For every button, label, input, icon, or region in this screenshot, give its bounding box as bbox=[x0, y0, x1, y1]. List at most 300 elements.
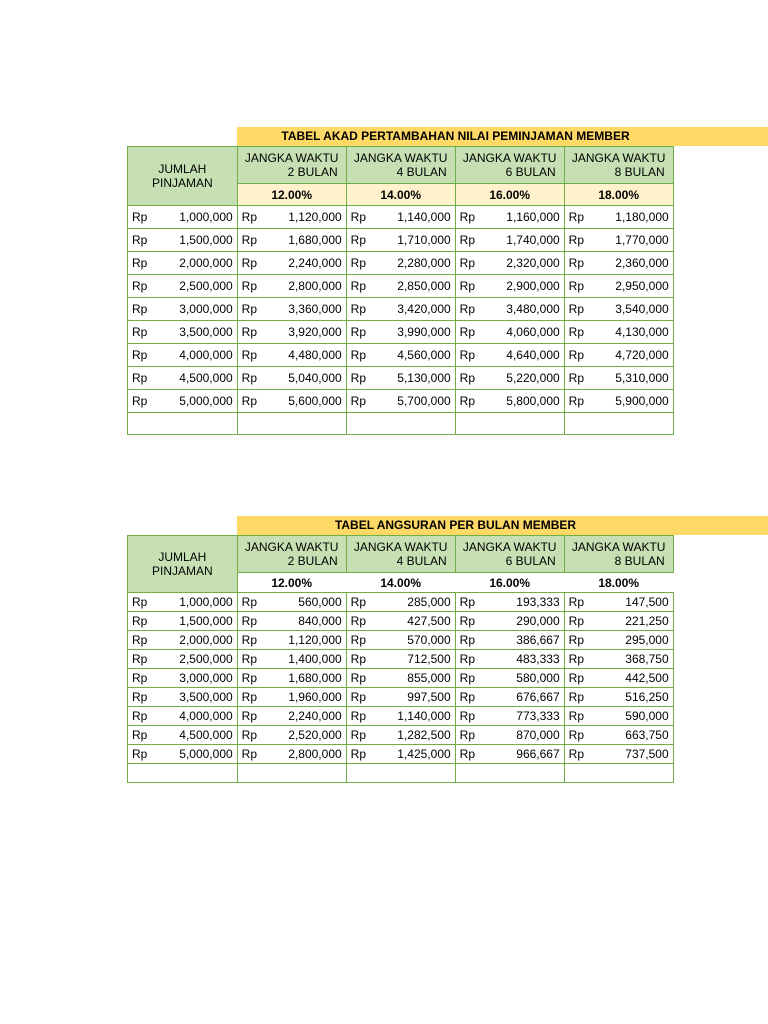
value-cell bbox=[564, 707, 673, 726]
loan-amount-cell bbox=[128, 650, 238, 669]
empty-cell bbox=[455, 413, 564, 435]
currency-label: Rp bbox=[568, 595, 585, 609]
amount-value: 4,500,000 bbox=[179, 371, 233, 385]
term-label-top: JANGKA WAKTU bbox=[244, 151, 339, 165]
amount-value: 5,220,000 bbox=[506, 371, 560, 385]
amount-value: 737,500 bbox=[625, 747, 669, 761]
value-cell bbox=[455, 726, 564, 745]
table-row bbox=[128, 344, 674, 367]
amount-value: 5,900,000 bbox=[615, 394, 669, 408]
term-label-bottom: 8 BULAN bbox=[614, 554, 665, 568]
value-cell bbox=[237, 275, 346, 298]
value-cell bbox=[455, 650, 564, 669]
value-cell bbox=[346, 745, 455, 764]
value-cell bbox=[455, 707, 564, 726]
table-row bbox=[128, 367, 674, 390]
term-label-bottom: 2 BULAN bbox=[287, 165, 338, 179]
currency-label: Rp bbox=[241, 302, 258, 316]
currency-label: Rp bbox=[459, 671, 476, 685]
value-cell bbox=[346, 229, 455, 252]
value-cell bbox=[237, 593, 346, 612]
currency-label: Rp bbox=[568, 690, 585, 704]
currency-label: Rp bbox=[241, 325, 258, 339]
header-row bbox=[128, 536, 674, 573]
currency-label: Rp bbox=[350, 325, 367, 339]
value-cell bbox=[346, 631, 455, 650]
amount-value: 3,000,000 bbox=[179, 302, 233, 316]
value-cell bbox=[455, 631, 564, 650]
value-cell bbox=[564, 669, 673, 688]
currency-label: Rp bbox=[241, 614, 258, 628]
amount-value: 1,140,000 bbox=[397, 709, 451, 723]
term-label-bottom: 4 BULAN bbox=[396, 165, 447, 179]
amount-value: 1,120,000 bbox=[288, 633, 342, 647]
value-cell bbox=[564, 298, 673, 321]
amount-value: 427,500 bbox=[407, 614, 451, 628]
amount-value: 3,920,000 bbox=[288, 325, 342, 339]
term-label-top: JANGKA WAKTU bbox=[462, 540, 557, 554]
amount-value: 840,000 bbox=[298, 614, 342, 628]
amount-value: 5,040,000 bbox=[288, 371, 342, 385]
rate-cell: 18.00% bbox=[564, 573, 673, 593]
value-cell bbox=[346, 298, 455, 321]
amount-value: 4,060,000 bbox=[506, 325, 560, 339]
value-cell bbox=[346, 688, 455, 707]
amount-value: 590,000 bbox=[625, 709, 669, 723]
amount-value: 712,500 bbox=[407, 652, 451, 666]
amount-value: 2,800,000 bbox=[288, 747, 342, 761]
currency-label: Rp bbox=[241, 728, 258, 742]
term-label-bottom: 6 BULAN bbox=[505, 554, 556, 568]
currency-label: Rp bbox=[568, 633, 585, 647]
table-row bbox=[128, 321, 674, 344]
value-cell bbox=[346, 252, 455, 275]
loan-amount-cell bbox=[128, 344, 238, 367]
currency-label: Rp bbox=[132, 633, 148, 647]
amount-value: 5,800,000 bbox=[506, 394, 560, 408]
currency-label: Rp bbox=[132, 671, 148, 685]
term-header bbox=[346, 536, 455, 573]
value-cell bbox=[564, 612, 673, 631]
amount-value: 2,900,000 bbox=[506, 279, 560, 293]
rate-cell: 18.00% bbox=[564, 184, 673, 206]
currency-label: Rp bbox=[350, 394, 367, 408]
currency-label: Rp bbox=[241, 652, 258, 666]
value-cell bbox=[237, 707, 346, 726]
loan-amount-cell bbox=[128, 252, 238, 275]
rate-cell: 14.00% bbox=[346, 573, 455, 593]
value-cell bbox=[346, 650, 455, 669]
value-cell bbox=[237, 688, 346, 707]
amount-value: 1,425,000 bbox=[397, 747, 451, 761]
value-cell bbox=[455, 688, 564, 707]
currency-label: Rp bbox=[241, 671, 258, 685]
value-cell bbox=[455, 229, 564, 252]
amount-value: 1,680,000 bbox=[288, 671, 342, 685]
currency-label: Rp bbox=[350, 709, 367, 723]
currency-label: Rp bbox=[132, 210, 148, 224]
rate-cell: 14.00% bbox=[346, 184, 455, 206]
currency-label: Rp bbox=[568, 747, 585, 761]
currency-label: Rp bbox=[350, 371, 367, 385]
value-cell bbox=[564, 321, 673, 344]
term-label-top: JANGKA WAKTU bbox=[244, 540, 339, 554]
amount-value: 3,500,000 bbox=[179, 325, 233, 339]
value-cell bbox=[237, 726, 346, 745]
currency-label: Rp bbox=[132, 394, 148, 408]
value-cell bbox=[564, 252, 673, 275]
empty-cell bbox=[237, 413, 346, 435]
table-row bbox=[128, 252, 674, 275]
currency-label: Rp bbox=[568, 728, 585, 742]
loan-amount-cell bbox=[128, 612, 238, 631]
amount-value: 1,710,000 bbox=[397, 233, 451, 247]
table-title: TABEL ANGSURAN PER BULAN MEMBER bbox=[334, 518, 577, 532]
value-cell bbox=[455, 390, 564, 413]
term-label-bottom: 6 BULAN bbox=[505, 165, 556, 179]
currency-label: Rp bbox=[350, 595, 367, 609]
value-cell bbox=[455, 367, 564, 390]
currency-label: Rp bbox=[241, 348, 258, 362]
currency-label: Rp bbox=[459, 633, 476, 647]
currency-label: Rp bbox=[459, 614, 476, 628]
amount-value: 1,000,000 bbox=[179, 595, 233, 609]
currency-label: Rp bbox=[241, 633, 258, 647]
value-cell bbox=[237, 229, 346, 252]
data-table bbox=[127, 535, 674, 783]
term-label-top: JANGKA WAKTU bbox=[353, 151, 448, 165]
value-cell bbox=[455, 252, 564, 275]
amount-value: 870,000 bbox=[516, 728, 560, 742]
currency-label: Rp bbox=[568, 210, 585, 224]
amount-value: 855,000 bbox=[407, 671, 451, 685]
table-title-band bbox=[237, 127, 768, 146]
table-row bbox=[128, 612, 674, 631]
table-row bbox=[128, 726, 674, 745]
jumlah-pinjaman-header: JUMLAH PINJAMAN bbox=[128, 536, 238, 593]
table-row bbox=[128, 593, 674, 612]
amount-value: 290,000 bbox=[516, 614, 560, 628]
term-header bbox=[237, 147, 346, 184]
term-label-bottom: 8 BULAN bbox=[614, 165, 665, 179]
value-cell bbox=[346, 275, 455, 298]
value-cell bbox=[346, 367, 455, 390]
rate-cell: 12.00% bbox=[237, 573, 346, 593]
amount-value: 1,770,000 bbox=[615, 233, 669, 247]
term-label-top: JANGKA WAKTU bbox=[462, 151, 557, 165]
amount-value: 1,680,000 bbox=[288, 233, 342, 247]
amount-value: 285,000 bbox=[407, 595, 451, 609]
term-header bbox=[237, 536, 346, 573]
amount-value: 1,140,000 bbox=[397, 210, 451, 224]
amount-value: 4,500,000 bbox=[179, 728, 233, 742]
currency-label: Rp bbox=[568, 302, 585, 316]
currency-label: Rp bbox=[241, 256, 258, 270]
value-cell bbox=[455, 612, 564, 631]
amount-value: 3,500,000 bbox=[179, 690, 233, 704]
amount-value: 4,000,000 bbox=[179, 709, 233, 723]
amount-value: 2,360,000 bbox=[615, 256, 669, 270]
amount-value: 516,250 bbox=[625, 690, 669, 704]
amount-value: 4,130,000 bbox=[615, 325, 669, 339]
empty-cell bbox=[564, 764, 673, 783]
loan-amount-cell bbox=[128, 631, 238, 650]
currency-label: Rp bbox=[132, 709, 148, 723]
table-title-band bbox=[237, 516, 768, 535]
value-cell bbox=[455, 344, 564, 367]
amount-value: 1,120,000 bbox=[288, 210, 342, 224]
currency-label: Rp bbox=[241, 747, 258, 761]
currency-label: Rp bbox=[241, 233, 258, 247]
currency-label: Rp bbox=[350, 652, 367, 666]
value-cell bbox=[346, 669, 455, 688]
empty-cell bbox=[128, 764, 238, 783]
currency-label: Rp bbox=[350, 279, 367, 293]
loan-amount-cell bbox=[128, 669, 238, 688]
currency-label: Rp bbox=[459, 279, 476, 293]
amount-value: 295,000 bbox=[625, 633, 669, 647]
term-label-top: JANGKA WAKTU bbox=[571, 540, 666, 554]
currency-label: Rp bbox=[350, 728, 367, 742]
value-cell bbox=[564, 650, 673, 669]
value-cell bbox=[346, 206, 455, 229]
amount-value: 386,667 bbox=[516, 633, 560, 647]
amount-value: 997,500 bbox=[407, 690, 451, 704]
table-row bbox=[128, 669, 674, 688]
currency-label: Rp bbox=[459, 709, 476, 723]
term-label-bottom: 2 BULAN bbox=[287, 554, 338, 568]
currency-label: Rp bbox=[132, 302, 148, 316]
empty-cell bbox=[346, 764, 455, 783]
currency-label: Rp bbox=[459, 348, 476, 362]
amount-value: 368,750 bbox=[625, 652, 669, 666]
jumlah-pinjaman-header: JUMLAH PINJAMAN bbox=[128, 147, 238, 206]
amount-value: 663,750 bbox=[625, 728, 669, 742]
currency-label: Rp bbox=[132, 233, 148, 247]
loan-amount-cell bbox=[128, 229, 238, 252]
loan-amount-cell bbox=[128, 275, 238, 298]
table-title: TABEL AKAD PERTAMBAHAN NILAI PEMINJAMAN MEMBER bbox=[281, 129, 630, 143]
currency-label: Rp bbox=[459, 371, 476, 385]
currency-label: Rp bbox=[459, 595, 476, 609]
amount-value: 2,240,000 bbox=[288, 709, 342, 723]
currency-label: Rp bbox=[132, 279, 148, 293]
currency-label: Rp bbox=[459, 233, 476, 247]
currency-label: Rp bbox=[350, 633, 367, 647]
value-cell bbox=[564, 275, 673, 298]
value-cell bbox=[237, 745, 346, 764]
currency-label: Rp bbox=[568, 394, 585, 408]
currency-label: Rp bbox=[132, 371, 148, 385]
value-cell bbox=[346, 344, 455, 367]
table-row bbox=[128, 390, 674, 413]
amount-value: 4,640,000 bbox=[506, 348, 560, 362]
currency-label: Rp bbox=[459, 394, 476, 408]
table-row bbox=[128, 650, 674, 669]
currency-label: Rp bbox=[350, 348, 367, 362]
currency-label: Rp bbox=[568, 348, 585, 362]
currency-label: Rp bbox=[350, 210, 367, 224]
currency-label: Rp bbox=[132, 652, 148, 666]
amount-value: 1,282,500 bbox=[397, 728, 451, 742]
currency-label: Rp bbox=[568, 652, 585, 666]
value-cell bbox=[455, 593, 564, 612]
value-cell bbox=[455, 206, 564, 229]
value-cell bbox=[455, 745, 564, 764]
currency-label: Rp bbox=[459, 302, 476, 316]
currency-label: Rp bbox=[568, 279, 585, 293]
currency-label: Rp bbox=[132, 595, 148, 609]
value-cell bbox=[237, 344, 346, 367]
value-cell bbox=[237, 298, 346, 321]
amount-value: 2,240,000 bbox=[288, 256, 342, 270]
currency-label: Rp bbox=[241, 394, 258, 408]
loan-amount-cell bbox=[128, 707, 238, 726]
loan-amount-cell bbox=[128, 321, 238, 344]
amount-value: 4,560,000 bbox=[397, 348, 451, 362]
loan-amount-cell bbox=[128, 688, 238, 707]
term-label-bottom: 4 BULAN bbox=[396, 554, 447, 568]
amount-value: 4,720,000 bbox=[615, 348, 669, 362]
currency-label: Rp bbox=[568, 671, 585, 685]
loan-amount-cell bbox=[128, 298, 238, 321]
table-row bbox=[128, 688, 674, 707]
amount-value: 5,000,000 bbox=[179, 394, 233, 408]
value-cell bbox=[564, 726, 673, 745]
currency-label: Rp bbox=[241, 371, 258, 385]
table-row bbox=[128, 229, 674, 252]
loan-amount-cell bbox=[128, 726, 238, 745]
rate-cell: 16.00% bbox=[455, 573, 564, 593]
amount-value: 221,250 bbox=[625, 614, 669, 628]
term-label-top: JANGKA WAKTU bbox=[353, 540, 448, 554]
amount-value: 4,000,000 bbox=[179, 348, 233, 362]
amount-value: 676,667 bbox=[516, 690, 560, 704]
currency-label: Rp bbox=[459, 747, 476, 761]
header-row bbox=[128, 147, 674, 184]
value-cell bbox=[564, 229, 673, 252]
amount-value: 2,950,000 bbox=[615, 279, 669, 293]
value-cell bbox=[237, 321, 346, 344]
amount-value: 5,310,000 bbox=[615, 371, 669, 385]
currency-label: Rp bbox=[241, 709, 258, 723]
table-row bbox=[128, 631, 674, 650]
currency-label: Rp bbox=[132, 256, 148, 270]
value-cell bbox=[346, 390, 455, 413]
amount-value: 147,500 bbox=[625, 595, 669, 609]
currency-label: Rp bbox=[568, 709, 585, 723]
amount-value: 2,500,000 bbox=[179, 652, 233, 666]
amount-value: 2,800,000 bbox=[288, 279, 342, 293]
term-header bbox=[564, 536, 673, 573]
blank-row bbox=[128, 413, 674, 435]
currency-label: Rp bbox=[459, 690, 476, 704]
term-header bbox=[455, 536, 564, 573]
value-cell bbox=[564, 593, 673, 612]
currency-label: Rp bbox=[350, 671, 367, 685]
amount-value: 442,500 bbox=[625, 671, 669, 685]
amount-value: 966,667 bbox=[516, 747, 560, 761]
amount-value: 2,000,000 bbox=[179, 633, 233, 647]
value-cell bbox=[237, 612, 346, 631]
currency-label: Rp bbox=[350, 614, 367, 628]
currency-label: Rp bbox=[459, 256, 476, 270]
empty-cell bbox=[564, 413, 673, 435]
value-cell bbox=[455, 669, 564, 688]
amount-value: 5,130,000 bbox=[397, 371, 451, 385]
currency-label: Rp bbox=[350, 690, 367, 704]
data-table bbox=[127, 146, 674, 435]
amount-value: 3,360,000 bbox=[288, 302, 342, 316]
loan-amount-cell bbox=[128, 593, 238, 612]
table-row bbox=[128, 707, 674, 726]
value-cell bbox=[237, 367, 346, 390]
empty-cell bbox=[455, 764, 564, 783]
amount-value: 1,160,000 bbox=[506, 210, 560, 224]
value-cell bbox=[455, 298, 564, 321]
loan-amount-cell bbox=[128, 367, 238, 390]
value-cell bbox=[237, 650, 346, 669]
currency-label: Rp bbox=[568, 233, 585, 247]
value-cell bbox=[564, 631, 673, 650]
amount-value: 4,480,000 bbox=[288, 348, 342, 362]
currency-label: Rp bbox=[241, 279, 258, 293]
currency-label: Rp bbox=[350, 747, 367, 761]
amount-value: 3,540,000 bbox=[615, 302, 669, 316]
amount-value: 2,280,000 bbox=[397, 256, 451, 270]
amount-value: 570,000 bbox=[407, 633, 451, 647]
value-cell bbox=[564, 745, 673, 764]
value-cell bbox=[237, 669, 346, 688]
value-cell bbox=[564, 390, 673, 413]
value-cell bbox=[455, 275, 564, 298]
empty-cell bbox=[346, 413, 455, 435]
currency-label: Rp bbox=[241, 595, 258, 609]
rate-cell: 16.00% bbox=[455, 184, 564, 206]
amount-value: 3,420,000 bbox=[397, 302, 451, 316]
currency-label: Rp bbox=[132, 325, 148, 339]
amount-value: 483,333 bbox=[516, 652, 560, 666]
value-cell bbox=[237, 390, 346, 413]
value-cell bbox=[237, 206, 346, 229]
amount-value: 1,740,000 bbox=[506, 233, 560, 247]
table-row bbox=[128, 275, 674, 298]
amount-value: 2,500,000 bbox=[179, 279, 233, 293]
amount-value: 3,480,000 bbox=[506, 302, 560, 316]
value-cell bbox=[346, 612, 455, 631]
amount-value: 3,000,000 bbox=[179, 671, 233, 685]
term-header bbox=[346, 147, 455, 184]
term-header bbox=[564, 147, 673, 184]
loan-amount-cell bbox=[128, 390, 238, 413]
term-header bbox=[455, 147, 564, 184]
value-cell bbox=[346, 593, 455, 612]
currency-label: Rp bbox=[132, 728, 148, 742]
rate-cell: 12.00% bbox=[237, 184, 346, 206]
value-cell bbox=[237, 631, 346, 650]
value-cell bbox=[564, 688, 673, 707]
amount-value: 1,180,000 bbox=[615, 210, 669, 224]
value-cell bbox=[455, 321, 564, 344]
currency-label: Rp bbox=[568, 614, 585, 628]
currency-label: Rp bbox=[350, 256, 367, 270]
value-cell bbox=[237, 252, 346, 275]
value-cell bbox=[346, 707, 455, 726]
value-cell bbox=[346, 726, 455, 745]
amount-value: 773,333 bbox=[516, 709, 560, 723]
amount-value: 2,320,000 bbox=[506, 256, 560, 270]
currency-label: Rp bbox=[132, 348, 148, 362]
